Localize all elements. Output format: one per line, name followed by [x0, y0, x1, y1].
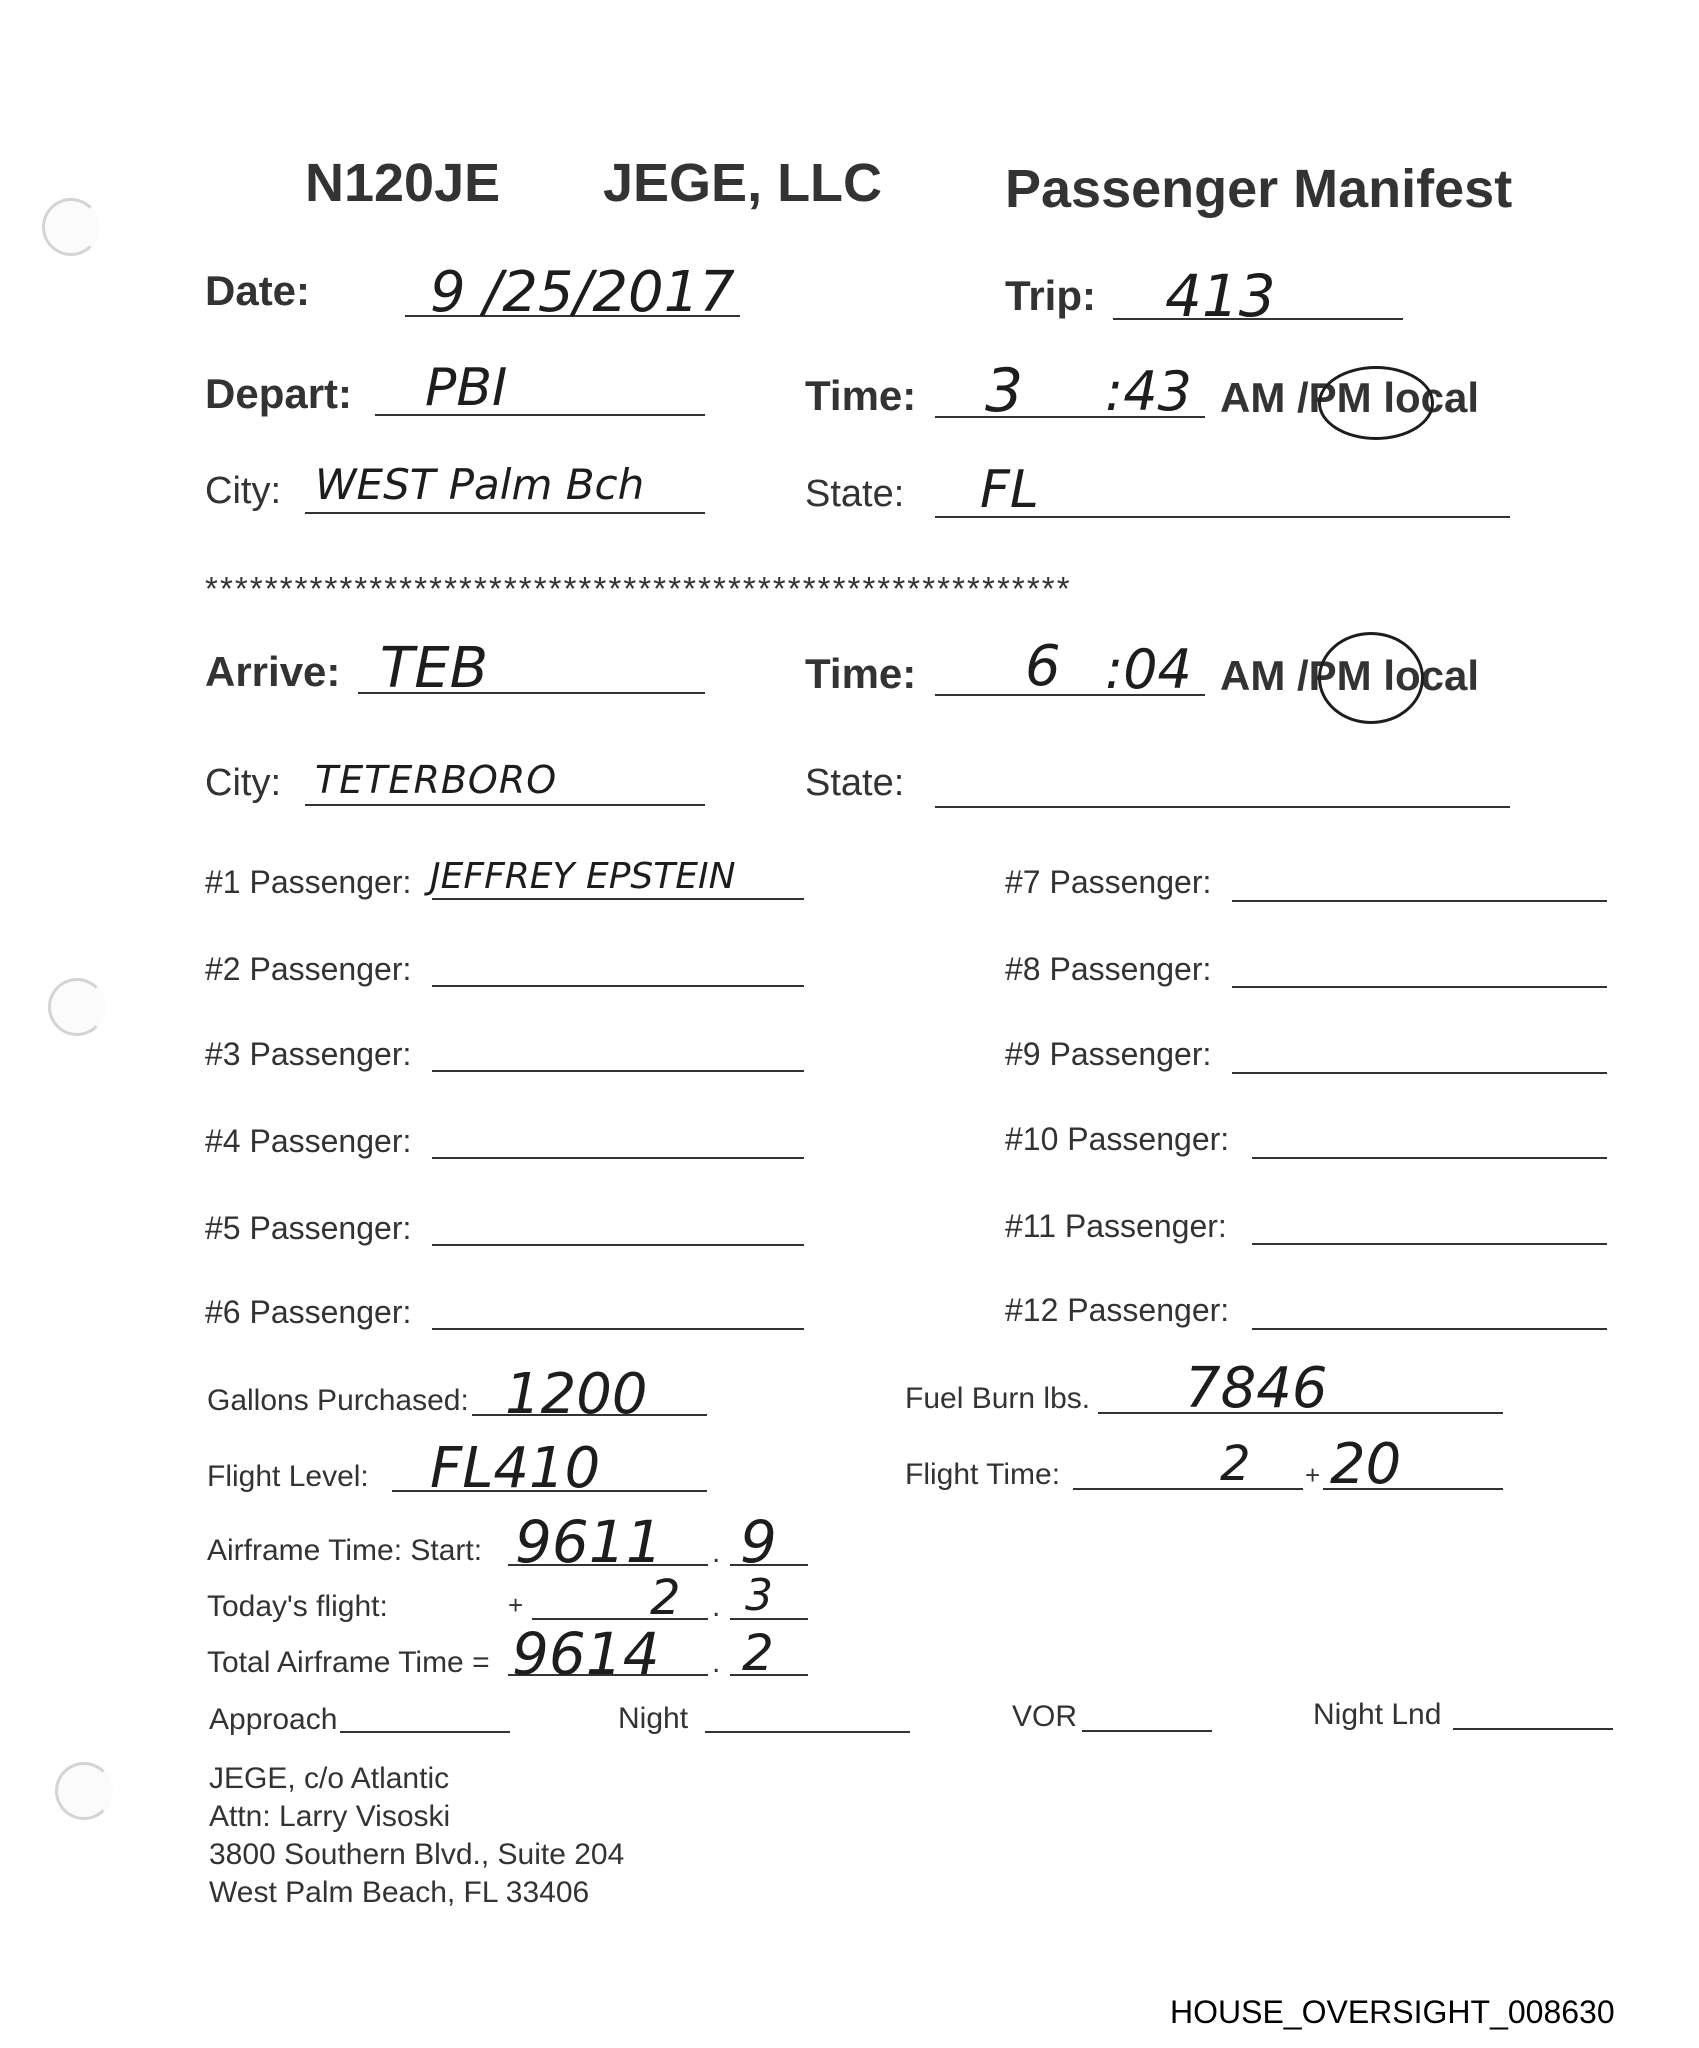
passenger-2-line: [432, 985, 804, 987]
depart-city-line: [305, 512, 705, 514]
arrive-ampm-local: AM /PM local: [1220, 652, 1480, 699]
arrive-city-value: TETERBORO: [315, 758, 558, 802]
passenger-2-label: #2 Passenger:: [205, 951, 412, 987]
depart-pm-circle: [1318, 366, 1434, 440]
gallons-label: Gallons Purchased:: [207, 1384, 469, 1417]
passenger-8-line: [1232, 986, 1607, 988]
depart-ampm-local: AM /PM local: [1220, 374, 1480, 421]
arrive-state-line: [935, 806, 1510, 808]
total-airframe-label: Total Airframe Time =: [207, 1646, 490, 1679]
depart-time-label: Time:: [805, 372, 917, 419]
todays-flight-int: 2: [650, 1570, 681, 1626]
airframe-start-dec: 9: [740, 1508, 777, 1576]
passenger-6-label: #6 Passenger:: [205, 1294, 412, 1330]
passenger-10-line: [1252, 1157, 1607, 1159]
passenger-6-line: [432, 1328, 804, 1330]
passenger-3-line: [432, 1070, 804, 1072]
tail-number: N120JE: [305, 153, 501, 213]
approach-line: [340, 1731, 510, 1733]
flight-time-hours: 2: [1220, 1436, 1251, 1492]
passenger-1-line: [432, 898, 804, 900]
passenger-8-label: #8 Passenger:: [1005, 951, 1212, 987]
fuel-burn-label: Fuel Burn lbs.: [905, 1382, 1091, 1415]
passenger-1-name: JEFFREY EPSTEIN: [430, 856, 736, 897]
bates-number: HOUSE_OVERSIGHT_008630: [1170, 1994, 1615, 2030]
todays-flight-plus: +: [508, 1590, 524, 1620]
gallons-value: 1200: [505, 1362, 648, 1427]
flight-level-value: FL410: [430, 1436, 601, 1501]
arrive-city-line: [305, 804, 705, 806]
depart-minute: :43: [1105, 360, 1192, 423]
date-value: 9 /25/2017: [430, 260, 735, 325]
flight-time-minutes: 20: [1330, 1432, 1402, 1497]
night-line: [705, 1731, 910, 1733]
passenger-4-label: #4 Passenger:: [205, 1123, 412, 1159]
passenger-9-line: [1232, 1072, 1607, 1074]
depart-state-value: FL: [980, 460, 1039, 520]
total-airframe-dot: .: [712, 1646, 721, 1679]
passenger-1-label: #1 Passenger:: [205, 864, 412, 900]
vor-label: VOR: [1012, 1700, 1078, 1733]
approach-label: Approach: [209, 1703, 338, 1736]
arrive-pm-circle: [1318, 632, 1424, 724]
date-label: Date:: [205, 267, 311, 314]
passenger-11-label: #11 Passenger:: [1005, 1208, 1227, 1244]
total-airframe-dec: 2: [742, 1624, 774, 1682]
depart-label: Depart:: [205, 370, 353, 417]
vor-line: [1082, 1730, 1212, 1732]
separator-asterisks: **********************************************************: [205, 570, 1072, 607]
passenger-7-label: #7 Passenger:: [1005, 864, 1212, 900]
flight-time-plus: +: [1305, 1460, 1321, 1490]
flight-time-hours-line: [1073, 1488, 1303, 1490]
night-label: Night: [618, 1702, 689, 1735]
passenger-12-label: #12 Passenger:: [1005, 1292, 1230, 1328]
depart-hour: 3: [985, 356, 1024, 426]
address-line-4: West Palm Beach, FL 33406: [209, 1876, 590, 1909]
passenger-7-line: [1232, 900, 1607, 902]
fuel-burn-value: 7846: [1185, 1356, 1328, 1421]
trip-value: 413: [1165, 262, 1276, 330]
passenger-5-label: #5 Passenger:: [205, 1210, 412, 1246]
todays-flight-label: Today's flight:: [207, 1590, 388, 1623]
binder-hole-bottom: [55, 1762, 113, 1820]
arrive-value: TEB: [380, 636, 489, 701]
passenger-10-label: #10 Passenger:: [1005, 1121, 1230, 1157]
night-lnd-line: [1453, 1728, 1613, 1730]
arrive-time-label: Time:: [805, 650, 917, 697]
total-airframe-int: 9614: [512, 1620, 660, 1688]
passenger-3-label: #3 Passenger:: [205, 1036, 412, 1072]
arrive-minute: :04: [1105, 638, 1192, 701]
binder-hole-top: [42, 198, 100, 256]
trip-label: Trip:: [1005, 272, 1096, 319]
arrive-label: Arrive:: [205, 648, 341, 695]
todays-flight-dec: 3: [745, 1570, 773, 1621]
flight-level-label: Flight Level:: [207, 1460, 369, 1493]
flight-time-label: Flight Time:: [905, 1458, 1061, 1491]
airframe-start-label: Airframe Time: Start:: [207, 1534, 483, 1567]
depart-city-label: City:: [205, 470, 281, 512]
company-name: JEGE, LLC: [603, 153, 883, 213]
todays-flight-dot: .: [712, 1590, 721, 1623]
arrive-city-label: City:: [205, 762, 281, 804]
passenger-12-line: [1252, 1328, 1607, 1330]
arrive-hour: 6: [1025, 634, 1061, 699]
depart-state-label: State:: [805, 473, 905, 515]
binder-hole-middle: [48, 978, 106, 1036]
depart-value: PBI: [425, 358, 508, 418]
address-line-1: JEGE, c/o Atlantic: [209, 1762, 450, 1795]
address-line-2: Attn: Larry Visoski: [209, 1800, 451, 1833]
depart-city-value: WEST Palm Bch: [315, 460, 645, 509]
passenger-9-label: #9 Passenger:: [1005, 1036, 1212, 1072]
night-lnd-label: Night Lnd: [1313, 1698, 1442, 1731]
address-line-3: 3800 Southern Blvd., Suite 204: [209, 1838, 625, 1871]
airframe-start-dot: .: [712, 1536, 721, 1569]
passenger-11-line: [1252, 1243, 1607, 1245]
passenger-5-line: [432, 1244, 804, 1246]
arrive-state-label: State:: [805, 762, 905, 804]
airframe-start-int: 9611: [515, 1508, 663, 1576]
passenger-4-line: [432, 1157, 804, 1159]
manifest-title: Passenger Manifest: [1005, 159, 1513, 219]
